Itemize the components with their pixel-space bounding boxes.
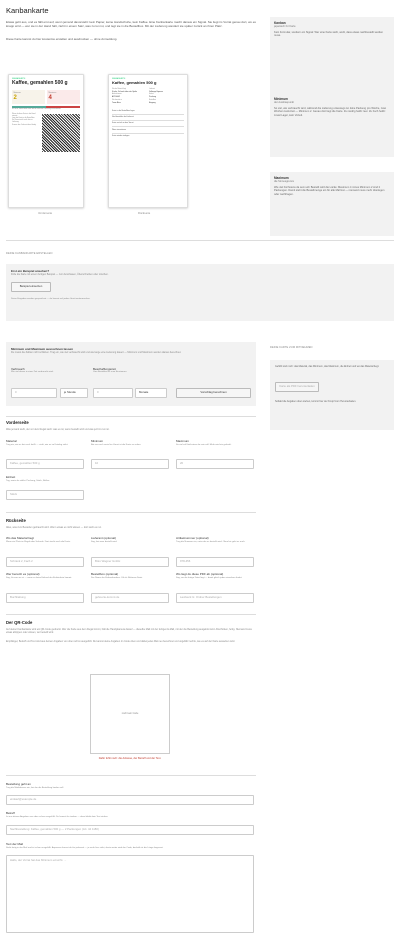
article-number-input[interactable]: 978-456 [176,557,254,567]
print-heading: DEINE KARTE ZUM MITNEHMEN [270,346,313,349]
qr-section-title: Der QR-Code [6,620,33,625]
unit-input[interactable]: Stück [6,490,84,500]
download-pdf-button[interactable]: Karte als PDF herunterladen [275,382,319,392]
location-input[interactable]: Schrank 2, Fach 2 [6,557,84,567]
order-box-input[interactable]: gehoerte-kommt.de [91,593,169,603]
front-section-title: Vorderseite [6,420,29,425]
consumption-input[interactable]: 0 [11,388,57,398]
sidebar-glossary-1: Kanban japanisch für Karte Kein Formular, sondern ein Signal: Wer eine Karte sieht, weiß, dass etwas nachbestellt werden muss. [270,17,394,121]
qr-placeholder: noch kein Code [90,674,170,754]
material-input[interactable]: Kaffee, gemahlen 500 g [6,459,84,469]
card-front-preview: KANBANKARTE Kaffee, gemahlen 500 g Minimum 2 Maximum 4 Es reicht, wenn diese Karte bei der nächsten Lieferung zurückkommt. Wenn du diese Karte in die Hand nimmst: Lege die Karte in die Bestellbox. Der Vorrat reicht noch bis zur Lieferung. Scanne den Code mit dem Handy. [8,74,84,208]
card-back-preview: KANBANKARTE Kaffee, gemahlen 500 g Wo das Material liegt Küche, Schrank über der Spüle Lieferant Dallmayr Express Artikelnummer ART-0042 Einheit Packung Wer benutzt es Team Büro Bestellbox Eingang Karte in die Bestellbox legen Nachbestellen bei Lieferant Karte zurück an den Vorrat Ware einsortieren Karte wieder einlegen [108,74,188,208]
page-title: Kanbankarte [6,6,49,15]
subject-input[interactable]: Nachbestellung: Kaffee, gemahlen 500 g — 2 Packungen (Art. 44 1180) [6,825,254,835]
minimum-input[interactable]: 10 [91,459,169,469]
intro-text: Etwas geht aus, und es fällt erst auf, wenn jemand davorsteht: kein Papier, keine Handschuhe, kein Kaffee. Eine Kanbankarte macht daraus ein Signal. Sie liegt im Vorrat genau dort, wo es knapp wird — wer sie in der Hand hält, zieht in einem Satz, was zu tun ist, und legt sie in die Bestellbox. Mit der Lieferung wandert sie später zurück an ihren Platz. [6,20,256,29]
insert-example-button[interactable]: Beispiel einsetzen [11,282,51,292]
leadtime-unit-select[interactable]: Monate [135,388,167,398]
example-panel: Erst ein Beispiel ansehen? Fülle die Karte mit einem fertigen Beispiel — zum Anschauen, Überschreiben oder Löschen. Beispiel einsetzen Deine Eingaben werden gespeichert — du kannst auf jedem Gerät weitermachen. [6,264,394,321]
maximum-input[interactable]: 20 [176,459,254,469]
calculator-panel: Minimum und Maximum ausrechnen lassen Du musst die Zahlen nicht schätzen. Trag ein, wie viel verbraucht wird und wie lange eine Lieferung dauert — Minimum und Maximum werden daraus berechnet. Verbrauch Wie viel davon in einer Zeit verbraucht wird. 0 je Stunde Beschaffungszeit Vom Bestellen bis zum Einräumen. 0 Monate Vorschlag berechnen [6,342,256,406]
supplier-input[interactable]: Büro Wagner GmbH [91,557,169,567]
print-panel: Gefüllt sind noch: das Material, das Minimum, das Maximum, die Einheit und wo das Material liegt. Karte als PDF herunterladen Sobald die Angaben oben stehen, kommt hier der Knopf zum Herunterladen. [270,360,394,430]
mail-body-textarea[interactable]: Hallo, der Vorrat hat das Minimum erreicht. ... [6,855,254,933]
calculate-button[interactable]: Vorschlag berechnen [176,388,251,398]
create-heading: DEINE KANBANKARTE ERSTELLEN [6,252,53,255]
consumption-unit-select[interactable]: je Stunde [60,388,88,398]
user-input[interactable]: Buchhaltung [6,593,84,603]
back-section-title: Rückseite [6,518,26,523]
back-caption: Rückseite [138,212,151,215]
pdf-location-input[interactable]: Laufwerk G: Ordner Bestellungen [176,593,254,603]
sidebar-glossary-2: Minimum der Auslösepunkt So viel, wie verbraucht wird, während die Lieferung unterwegs ist. Eine Packung pro Woche, zwei Wochen Lieferzeit — Minimum 2. Genau dort liegt die Karte. Zu niedrig heißt: leer. Zu hoch heißt: zuviel Lager, kein Vorteil. [270,93,394,157]
level-bar [12,106,80,108]
leadtime-input[interactable]: 0 [93,388,133,398]
intro-text-2: Diese Karte kannst du hier kostenlos erstellen und ausdrucken — ohne Anmeldung. [6,37,118,41]
qr-code-icon [42,114,80,152]
divider [6,240,394,241]
front-caption: Vorderseite [38,212,53,215]
recipient-email-input[interactable]: einkauf@example.de [6,795,254,805]
sidebar-glossary-3: Maximum die Sinnesgrenze Wie viel höchstens da sein soll. Bestellt wird die Lücke: Maximum 4 minus Minimum 2 sind 2 Packungen. Damit steht die Bestellmenge ein für alle Mal fest — niemand muss mehr überlegen oder nachfragen. [270,172,394,236]
qr-missing-warning: Dafür fehlt noch: die Adresse, der Betreff und der Text. [98,757,162,760]
